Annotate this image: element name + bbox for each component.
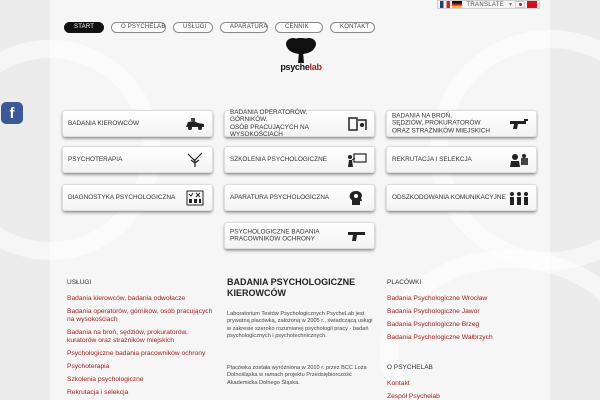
tile-badania-kierowcow[interactable] [62,110,213,137]
main-nav [64,22,375,33]
article-paragraph: Laboratorium Testów Psychologicznych PsycheLab jest prywatną placówką, założoną w 2005 r., świadczącą usługi w zakresie szeroko rozumianej psychologii pracy - badań psychologicznych i psychotechnicznych. [227,311,373,340]
tile-label: PSYCHOLOGICZNE BADANIA PRACOWNIKÓW OCHRONY [230,227,320,243]
list-item[interactable]: Badania na broń, sędziów, prokuratorów, kuratorów oraz strażników miejskich [67,329,188,344]
people-icon [508,190,530,206]
uslugi-title: USŁUGI [67,279,92,286]
nav-start[interactable]: START [64,22,104,33]
nav-kontakt[interactable]: KONTAKT [330,22,375,33]
tile-aparatura[interactable] [224,184,375,211]
placowki-title: PLACÓWKI [387,279,422,286]
tile-odszkodowania[interactable] [386,184,537,211]
tile-label: ODSZKODOWANIA KOMUNIKACYJNE [392,193,506,201]
tile-label: BADANIA KIEROWCÓW [68,119,140,127]
tile-label: DIAGNOSTYKA PSYCHOLOGICZNA [68,193,176,201]
list-item[interactable]: Badania Psychologiczne Wałbrzych [387,334,493,341]
facebook-icon[interactable]: f [1,102,23,124]
translate-dropdown-icon[interactable]: ▼ [508,1,513,8]
tile-diagnostyka[interactable] [62,184,213,211]
operator-icon [346,116,368,132]
flag-kr-icon[interactable] [515,1,525,8]
tile-label: SZKOLENIA PSYCHOLOGICZNE [230,155,327,163]
tree-icon [184,152,206,168]
flag-tr-icon[interactable] [527,1,537,8]
o-psychelab-title: O PSYCHELAB [387,364,433,371]
nav-o-psychelab[interactable]: O PSYCHELAB [111,22,166,33]
tree-logo-icon [284,36,318,64]
list-item[interactable]: Badania Psychologiczne Wrocław [387,295,488,302]
head-gear-icon [346,190,368,206]
gun-icon [508,116,530,132]
psychelab-logo[interactable] [280,36,322,78]
nav-cennik[interactable]: CENNIK [275,22,323,33]
tile-badania-operatorow[interactable] [224,110,375,137]
presentation-icon [346,152,368,168]
nav-uslugi[interactable]: USŁUGI [173,22,213,33]
uslugi-list [67,295,217,400]
placowki-list [387,295,537,347]
tile-label: BADANIA OPERATORÓW, GÓRNIKÓW, OSÓB PRACUJĄCYCH NA WYSOKOŚCIACH [230,108,309,139]
list-item[interactable]: Badania Psychologiczne Jawor [387,308,480,315]
list-item[interactable]: Psychologiczne badania pracowników ochrony [67,350,206,357]
translate-label[interactable]: TRANSLATE [466,1,505,8]
list-item[interactable]: Szkolenia psychologiczne [67,376,144,383]
tile-badania-na-bron[interactable] [386,110,537,137]
flag-de-icon[interactable] [452,1,462,8]
checklist-icon [184,190,206,206]
flag-fr-icon[interactable] [440,1,450,8]
logo-text: psychelab [280,62,322,72]
tile-label: BADANIA NA BROŃ, SĘDZIÓW, PROKURATORÓW ORAZ STRAŻNIKÓW MIEJSKICH [392,112,490,135]
tile-psychoterapia[interactable] [62,146,213,173]
list-item[interactable]: Badania kierowców, badania odwołacze [67,295,186,302]
article-paragraph: Placówka została wyróżniona w 2010 r. przez BCC Loża Dolnośląska w ramach projektu Przedsiębiorczość Akademicka Dolnego Śląska. [227,365,367,386]
tile-label: APARATURA PSYCHOLOGICZNA [230,193,330,201]
tile-label: REKRUTACJA I SELEKCJA [392,155,472,163]
list-item[interactable]: Rekrutacja i selekcja [67,389,129,396]
tile-szkolenia[interactable] [224,146,375,173]
tile-rekrutacja[interactable] [386,146,537,173]
list-item[interactable]: Zespół Psychelab [387,393,440,400]
list-item[interactable]: Badania Psychologiczne Brzeg [387,321,480,328]
tile-label: PSYCHOTERAPIA [68,155,123,163]
list-item[interactable]: Kontakt [387,380,410,387]
car-icon [184,116,206,132]
nav-aparatura[interactable]: APARATURA [220,22,268,33]
list-item[interactable]: Badania operatorów, górników, osób pracujących na wysokościach [67,308,213,323]
recruitment-icon [508,152,530,168]
pistol-icon [346,228,368,244]
article-title: BADANIA PSYCHOLOGICZNE KIEROWCÓW [227,277,356,298]
list-item[interactable]: Psychoterapia [67,363,110,370]
o-psychelab-list [387,380,537,400]
translate-widget[interactable] [437,0,540,9]
tile-ochrona[interactable] [224,222,375,249]
